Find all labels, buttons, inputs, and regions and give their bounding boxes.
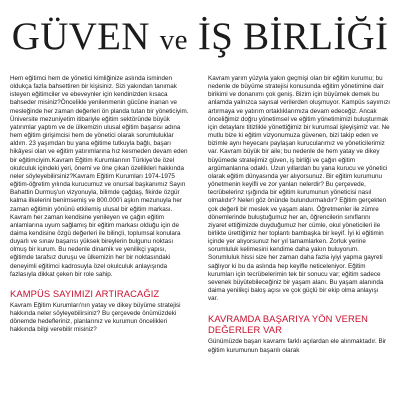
right-column-subheading: KAVRAMDA BAŞARIYA YÖN VEREN DEĞERLER VAR xyxy=(208,313,369,336)
headline-word-guven: GÜVEN xyxy=(11,15,150,58)
headline-word-is-birligi: İŞ BİRLİĞİ xyxy=(197,15,389,58)
right-column-section2: Günümüzde başarı kavramı farklı açılardan ele alınmaktadır. Bir eğitim kurumunun başarılı olarak xyxy=(208,338,387,354)
headline-word-ve: ve xyxy=(159,24,188,56)
right-column xyxy=(208,75,390,397)
left-column-subheading: KAMPÜS SAYIMIZI ARTIRACAĞIZ xyxy=(10,287,160,299)
left-column-intro: Hem eğitimci hem de yönetici kimliğinize aslında isminden oldukça fazla bahsettiren bir kişisiniz. Sizi yakından tanımak isteyen eğitimciler ve ebeveynler için kendinizden kısaca bahseder misiniz?Öncelikle yenilenmenin gücüne inanan ve mesleğinde her zaman değerleri ön planda tutan bir yöneticiyim. Üniversite mezuniyetim itibariyle eğitim sektöründe büyük yatırımlar yaptım ve de ülkemizin ulusal eğitim başarısı adına hem eğitim girişimcisi hem de yönetici olarak sorumluluklar aldım. 23 yaşımdan bu yana eğitime tutkuyla bağlı, başarı hikâyesi olan ve eğitim yatırımlarına hız kesmeden devam eden bir eğitimciyim.Kavram Eğitim Kurumlarının Türkiye'de özel okulculuk içindeki yeri, önemi ve öne çıkan özellikleri hakkında neler söyleyebilirsiniz?Kavram Eğitim Kurumları 1974-1975 eğitim-öğretim yılında kurucumuz ve onursal başkanımız Sayın Bahattin Durmuş'un vizyonuyla, bilimde çağdaş, fikirde özgür kalma ilkelerini benimsemiş ve 800.000'i aşkın mezunuyla her zaman eğitimin yönünü etkilemiş ulusal bir eğitim markası. Kavram her zaman kendisine yenileyen ve çağın eğitim anlamlarına uyum sağlamış bir eğitim markası olduğu için de daima kendisine özgü değerleri ile bilinçli, toplumsal konulara duyarlı ve sınav başarısı yüksek bireylerin bulgunu noktası olmuş bir kurum. Bu nedenle dinamik ve yenilikçi yapısı, eğitimde tarafsız duruşu ve ülkemizin her bir noktasındaki deneyimli eğitimci kadrosuyla özel okulculuk anlayışında fazlasıyla dikkat çeken bir role sahip. xyxy=(10,75,189,278)
right-column-body: Kavram yarım yüzyıla yakın geçmişi olan bir eğitim kurumu; bu nedenle de büyüme stratejisi konusunda eğitim yönetimine dair birikimi ve donanımı çok geniş. Bizim için büyümek demek bu anlamda yalnızca sayısal verilerden oluşmuyor. Kampüs sayımızı artırmaya ve yatırım ortaklıklarımıza devam edeceğiz. Ancak önceliğimiz doğru yönetimsel ve eğitim yönetimimizi buluşturmak için detaylanı titizlikle yönettiğimiz bir kurumsal işleyişimiz var. Ne mutlu bize ki eğitim vizyonumuza güvenen, bizi takip eden ve bizimle aynı heyecanı paylaşan kurucularımız ve yöneticilerimiz var. Kavram büyük bir aile; bu nedenle de hem yatay ve dikey büyümede stratejimiz güven, iş birliği ve çağın eğitim argümanlarına odaklı. Uzun yıllardan bu yana kurucu ve yönetici olarak eğitim dünyasında yer alıyorsunuz. Bir eğitim kurumunu yönetmenin keyifli ve zor yanları nelerdir? Bu çerçevede, tecrübelerinz ışığında bir eğitim kurumunun yöneticisi nasıl olmalıdır? Neleri göz önünde bulundurmalıdır? Eğitim gerçekten çok değerli bir meslek ve yaşam alanı. Öğretmenler ile zümre dönemlerinde buluştuğumuz her an, öğrencilerin sınıflarını ziyaret ettiğimizde duyduğumuz her cümle, okul yöneticileri ile birlikte ürettiğimiz her toplantı bambaşka bir keyif. İyi ki eğitimin içinde yer alıyorsunuz her yıl tamamlarken. Zorluk yerine sorumluluk kelimesini kendime daha yakın buluyorum. Sorumluluk hissi size her zaman daha fazla iyiyi yapma gayreti sağlıyor ki bu da aslında hep keyifle neticeleniyor. Eğitim kurumları için tecrübelerimin tek bir sonucu var; eğitim sadece sevenek büyütebileceğiniz bir yaşam alanı. Bu yaşam alanında daima yenilikçi bakış açısı ve çok güçlü bir ekip olma anlayışı var. xyxy=(208,75,390,303)
left-column-section2: Kavram Eğitim Kurumları'nın yatay ve dikey büyüme stratejisi hakkında neler söyleyebilirsiniz? Bu çerçevede önümüzdeki dönemde hedefleriniz, planlarınız ve kurumun öncelikleri hakkında bilgi verebilir misiniz? xyxy=(10,301,181,334)
left-column xyxy=(10,75,189,397)
article-headline xyxy=(0,14,400,63)
